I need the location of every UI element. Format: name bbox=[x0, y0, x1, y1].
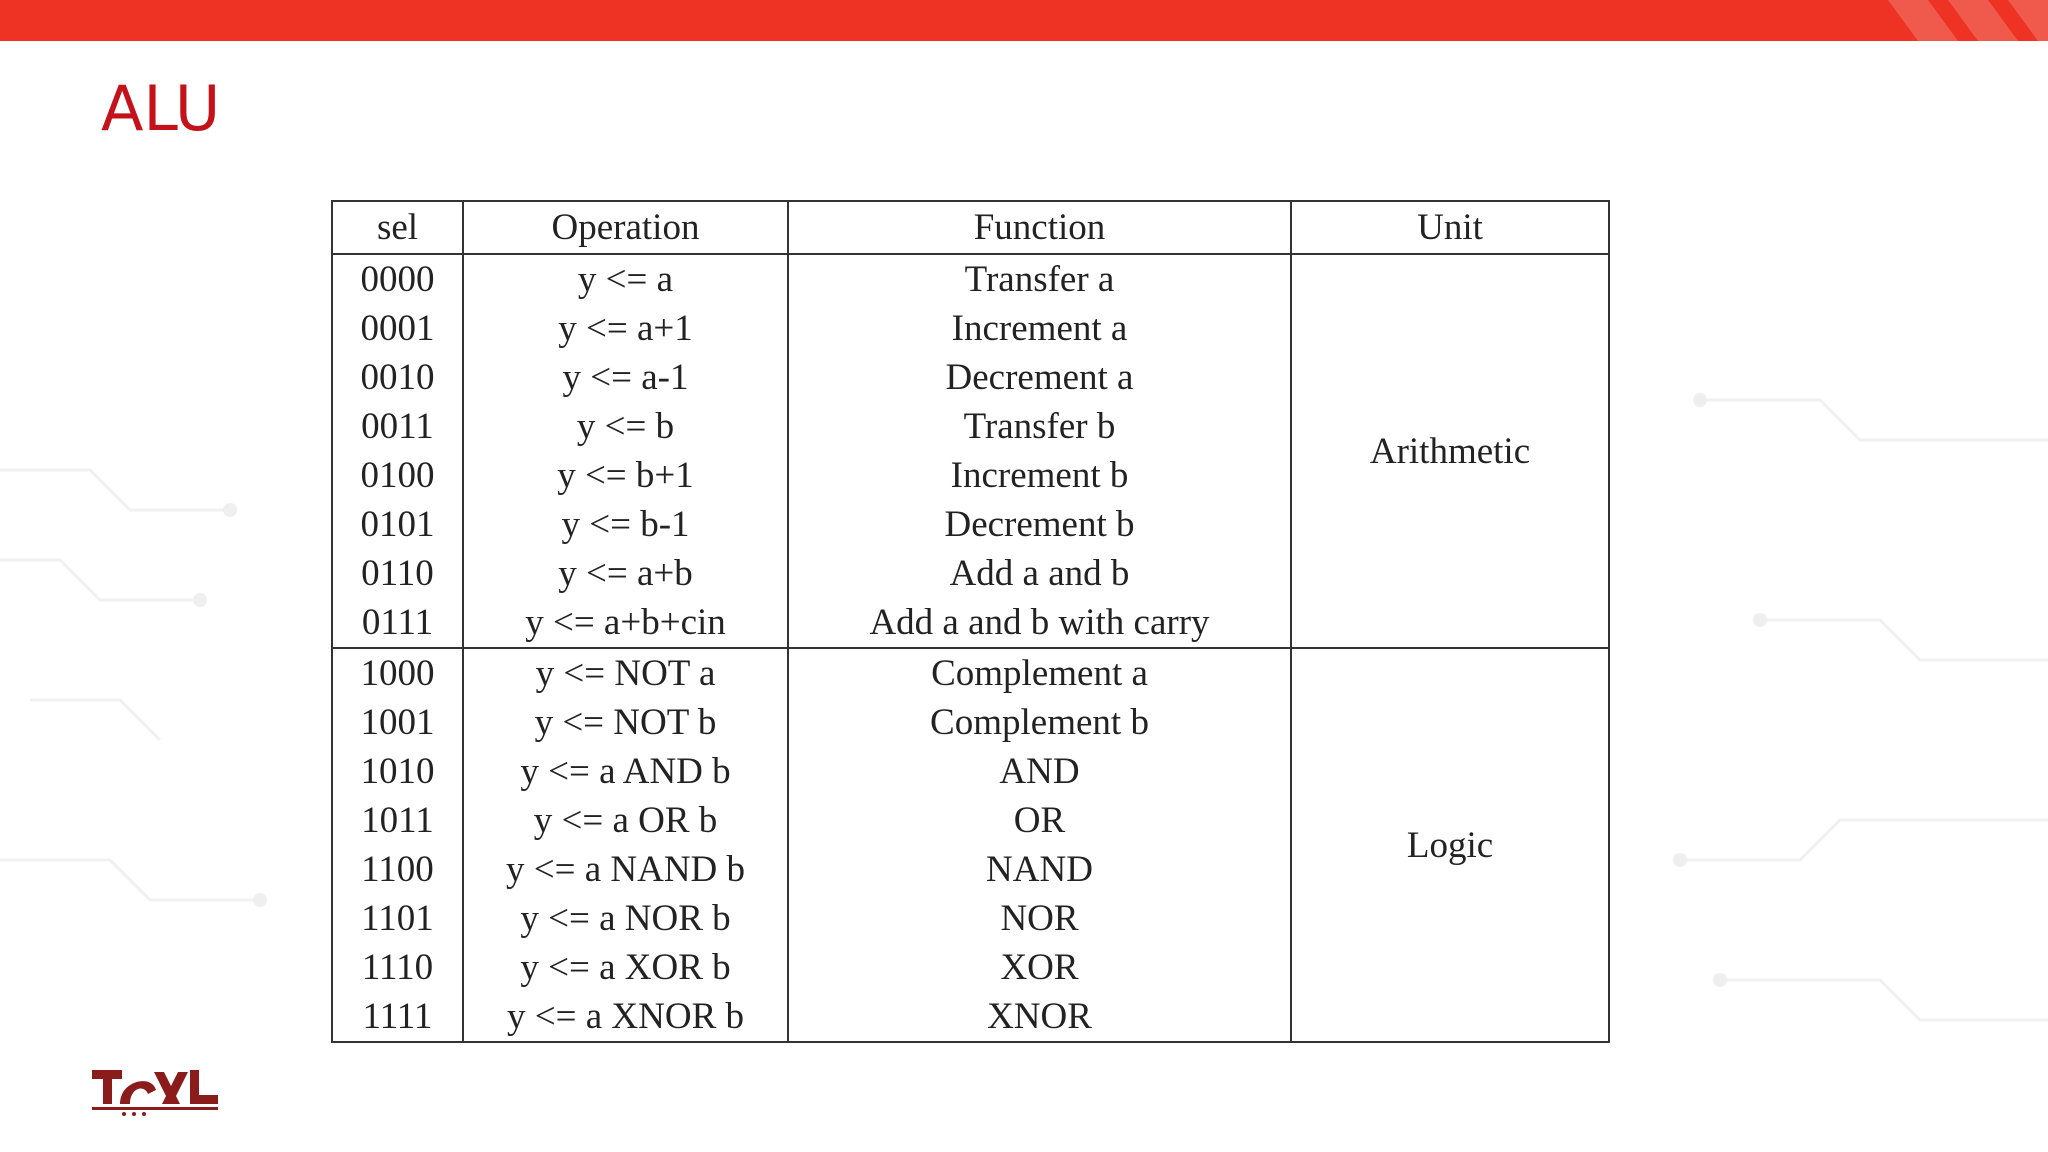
operation-cell: y <= b bbox=[463, 402, 788, 451]
header-function: Function bbox=[788, 201, 1291, 254]
function-cell: NAND bbox=[788, 845, 1291, 894]
top-accent-bar bbox=[0, 0, 2048, 41]
function-cell: Add a and b bbox=[788, 549, 1291, 598]
sel-cell: 0101 bbox=[332, 500, 463, 549]
header-sel: sel bbox=[332, 201, 463, 254]
alu-operation-table bbox=[331, 200, 1610, 1043]
sel-cell: 0000 bbox=[332, 254, 463, 304]
sel-cell: 1011 bbox=[332, 796, 463, 845]
header-operation: Operation bbox=[463, 201, 788, 254]
operation-cell: y <= a XOR b bbox=[463, 943, 788, 992]
sel-cell: 1110 bbox=[332, 943, 463, 992]
function-cell: Transfer a bbox=[788, 254, 1291, 304]
operation-cell: y <= NOT b bbox=[463, 698, 788, 747]
sel-cell: 0001 bbox=[332, 304, 463, 353]
operation-cell: y <= b+1 bbox=[463, 451, 788, 500]
function-cell: AND bbox=[788, 747, 1291, 796]
org-logo-icon bbox=[90, 1066, 222, 1132]
unit-cell-arithmetic: Arithmetic bbox=[1291, 254, 1609, 648]
unit-cell-logic: Logic bbox=[1291, 648, 1609, 1042]
sel-cell: 1101 bbox=[332, 894, 463, 943]
function-cell: XOR bbox=[788, 943, 1291, 992]
table-header-row bbox=[332, 201, 1609, 254]
operation-cell: y <= NOT a bbox=[463, 648, 788, 698]
operation-cell: y <= a XNOR b bbox=[463, 992, 788, 1042]
sel-cell: 0010 bbox=[332, 353, 463, 402]
table-row bbox=[332, 254, 1609, 304]
function-cell: Decrement a bbox=[788, 353, 1291, 402]
operation-cell: y <= b-1 bbox=[463, 500, 788, 549]
function-cell: Increment a bbox=[788, 304, 1291, 353]
operation-cell: y <= a-1 bbox=[463, 353, 788, 402]
sel-cell: 1010 bbox=[332, 747, 463, 796]
table-row bbox=[332, 648, 1609, 698]
sel-cell: 1100 bbox=[332, 845, 463, 894]
sel-cell: 0100 bbox=[332, 451, 463, 500]
sel-cell: 1000 bbox=[332, 648, 463, 698]
function-cell: NOR bbox=[788, 894, 1291, 943]
sel-cell: 0111 bbox=[332, 598, 463, 648]
operation-cell: y <= a bbox=[463, 254, 788, 304]
function-cell: Transfer b bbox=[788, 402, 1291, 451]
operation-cell: y <= a OR b bbox=[463, 796, 788, 845]
sel-cell: 1111 bbox=[332, 992, 463, 1042]
slide-title: ALU bbox=[101, 72, 221, 145]
operation-cell: y <= a NAND b bbox=[463, 845, 788, 894]
function-cell: Add a and b with carry bbox=[788, 598, 1291, 648]
sel-cell: 0011 bbox=[332, 402, 463, 451]
function-cell: Decrement b bbox=[788, 500, 1291, 549]
sel-cell: 1001 bbox=[332, 698, 463, 747]
function-cell: OR bbox=[788, 796, 1291, 845]
function-cell: Complement b bbox=[788, 698, 1291, 747]
chevron-decoration-icon bbox=[1868, 0, 2048, 41]
function-cell: XNOR bbox=[788, 992, 1291, 1042]
operation-cell: y <= a+b+cin bbox=[463, 598, 788, 648]
operation-cell: y <= a NOR b bbox=[463, 894, 788, 943]
operation-cell: y <= a+1 bbox=[463, 304, 788, 353]
operation-cell: y <= a AND b bbox=[463, 747, 788, 796]
operation-cell: y <= a+b bbox=[463, 549, 788, 598]
header-unit: Unit bbox=[1291, 201, 1609, 254]
function-cell: Increment b bbox=[788, 451, 1291, 500]
sel-cell: 0110 bbox=[332, 549, 463, 598]
function-cell: Complement a bbox=[788, 648, 1291, 698]
